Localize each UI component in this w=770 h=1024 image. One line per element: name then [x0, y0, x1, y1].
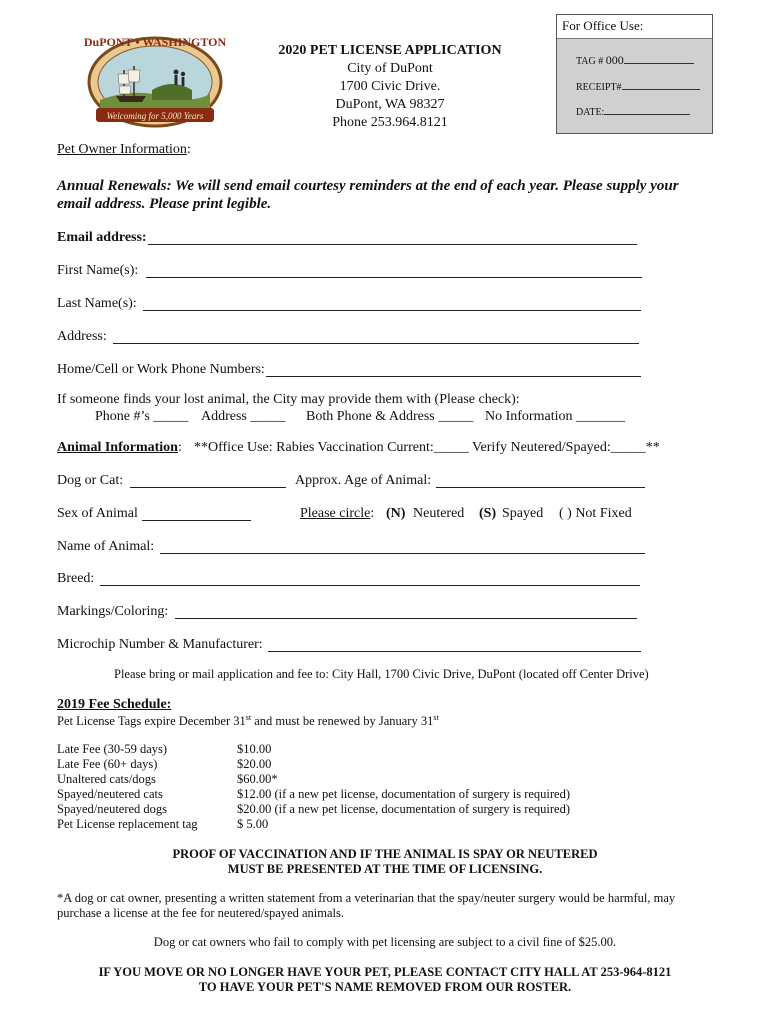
office-use-label: For Office Use:: [557, 15, 712, 39]
first-name-field[interactable]: [146, 277, 642, 278]
markings-label: Markings/Coloring:: [57, 604, 169, 619]
last-name-field[interactable]: [143, 310, 641, 311]
last-name-label: Last Name(s):: [57, 296, 137, 311]
fee-amounts: [237, 742, 570, 832]
tag-expiry-note: [57, 713, 439, 729]
tag-expiry-text-b: and must be renewed by January 31: [251, 714, 434, 729]
renewals-line2: email address. Please print legible.: [57, 196, 272, 212]
fee-item-amount: $20.00: [237, 757, 272, 771]
fee-item-amount: $10.00: [237, 742, 272, 756]
microchip-field[interactable]: [268, 651, 641, 652]
breed-field[interactable]: [100, 585, 640, 586]
receipt-row: [576, 79, 700, 93]
proof-notice-line2: MUST BE PRESENTED AT THE TIME OF LICENSING.: [227, 862, 543, 876]
animal-name-field[interactable]: [160, 553, 645, 554]
address-label: Address:: [57, 329, 107, 344]
date-label: DATE:: [576, 107, 605, 118]
lost-animal-question: If someone finds your lost animal, the City may provide them with (Please check):: [57, 392, 520, 407]
tag-value[interactable]: 000: [605, 53, 624, 67]
circle-instruction: Please circle: [300, 506, 371, 521]
owner-heading: Pet Owner Information: [57, 142, 187, 157]
phones-label: Home/Cell or Work Phone Numbers:: [57, 362, 265, 377]
microchip-label: Microchip Number & Manufacturer:: [57, 637, 263, 652]
tag-expiry-sup-b: st: [433, 713, 439, 722]
tag-expiry-text-a: Pet License Tags expire December 31: [57, 714, 246, 729]
receipt-label: RECEIPT#: [576, 82, 622, 93]
date-row: [576, 104, 690, 118]
vet-note-line1: *A dog or cat owner, presenting a written statement from a veterinarian that the spay/neuter surgery would be harmful, may: [57, 891, 676, 905]
animal-heading: Animal Information: [57, 440, 178, 455]
office-use-box: [556, 14, 713, 134]
spayed-code[interactable]: (S): [479, 506, 497, 521]
header-block: [270, 42, 510, 132]
renewals-line1: Annual Renewals: We will send email courtesy reminders at the end of each year. Please supply your: [57, 178, 679, 194]
fee-item-label: Pet License replacement tag: [57, 817, 198, 831]
tag-label: TAG #: [576, 56, 606, 67]
move-notice-line1: IF YOU MOVE OR NO LONGER HAVE YOUR PET, PLEASE CONTACT CITY HALL AT 253-964-8121: [98, 965, 672, 979]
breed-label: Breed:: [57, 571, 95, 586]
city-phone: Phone 253.964.8121: [332, 115, 448, 130]
receipt-field[interactable]: [622, 79, 700, 90]
circle-instruction-colon: :: [370, 506, 375, 521]
option-address[interactable]: Address _____: [201, 409, 286, 424]
first-name-label: First Name(s):: [57, 263, 139, 278]
tag-row: [576, 53, 694, 68]
tag-field[interactable]: [624, 53, 694, 64]
fee-heading: 2019 Fee Schedule:: [57, 697, 172, 712]
fee-item-amount: $12.00 (if a new pet license, documentation of surgery is required): [237, 787, 571, 801]
civil-fine-notice: Dog or cat owners who fail to comply with pet licensing are subject to a civil fine of $25.00.: [153, 935, 617, 949]
animal-heading-colon: :: [177, 440, 182, 455]
email-field[interactable]: [148, 244, 637, 245]
move-notice-line2: TO HAVE YOUR PET'S NAME REMOVED FROM OUR ROSTER.: [198, 980, 572, 994]
vet-note-line2: purchase a license at the fee for neutered/spayed animals.: [57, 906, 345, 920]
fee-item-label: Spayed/neutered cats: [57, 787, 163, 801]
city-logo-art: [82, 30, 228, 130]
markings-field[interactable]: [175, 618, 637, 619]
fee-item-label: Late Fee (60+ days): [57, 757, 158, 771]
circle-instruction-row: [300, 506, 374, 522]
owner-heading-row: [57, 142, 191, 158]
neutered-code[interactable]: (N): [386, 506, 406, 521]
animal-name-label: Name of Animal:: [57, 539, 155, 554]
phones-field[interactable]: [266, 376, 641, 377]
sex-field[interactable]: [142, 520, 251, 521]
city-logo: [82, 30, 228, 130]
spayed-option[interactable]: Spayed: [502, 506, 544, 521]
fee-item-amount: $60.00*: [237, 772, 278, 786]
city-name: City of DuPont: [347, 61, 433, 76]
city-state-zip: DuPont, WA 98327: [335, 97, 445, 112]
option-none[interactable]: No Information _______: [485, 409, 625, 424]
fee-item-amount: $ 5.00: [237, 817, 269, 831]
animal-heading-row: [57, 440, 182, 456]
logo-banner-text: Welcoming for 5,000 Years: [106, 111, 204, 121]
tag-expiry-sup-a: st: [245, 713, 252, 722]
age-field[interactable]: [436, 487, 645, 488]
date-field[interactable]: [604, 104, 690, 115]
age-label: Approx. Age of Animal:: [295, 473, 432, 488]
not-fixed-option[interactable]: ( ) Not Fixed: [559, 506, 632, 521]
street-address: 1700 Civic Drive.: [339, 79, 441, 94]
fee-item-label: Spayed/neutered dogs: [57, 802, 168, 816]
fee-item-label: Unaltered cats/dogs: [57, 772, 156, 786]
mail-instruction: Please bring or mail application and fee to: City Hall, 1700 Civic Drive, DuPont (located off Center Drive): [114, 667, 649, 681]
sex-label: Sex of Animal: [57, 506, 138, 521]
neutered-option[interactable]: Neutered: [413, 506, 465, 521]
fee-item-label: Late Fee (30-59 days): [57, 742, 168, 756]
office-use-verification: **Office Use: Rabies Vaccination Current:_____ Verify Neutered/Spayed:_____**: [194, 440, 660, 455]
fee-labels: [57, 742, 198, 832]
option-both[interactable]: Both Phone & Address _____: [306, 409, 474, 424]
dog-cat-field[interactable]: [130, 487, 286, 488]
owner-heading-colon: :: [186, 142, 191, 157]
fee-item-amount: $20.00 (if a new pet license, documentation of surgery is required): [237, 802, 571, 816]
email-label: Email address:: [57, 230, 147, 245]
address-field[interactable]: [113, 343, 639, 344]
page-title: 2020 PET LICENSE APPLICATION: [278, 43, 502, 58]
proof-notice-line1: PROOF OF VACCINATION AND IF THE ANIMAL IS SPAY OR NEUTERED: [172, 847, 598, 861]
dog-cat-label: Dog or Cat:: [57, 473, 124, 488]
option-phone[interactable]: Phone #’s _____: [95, 409, 189, 424]
logo-top-text: DuPONT • WASHINGTON: [83, 35, 227, 49]
